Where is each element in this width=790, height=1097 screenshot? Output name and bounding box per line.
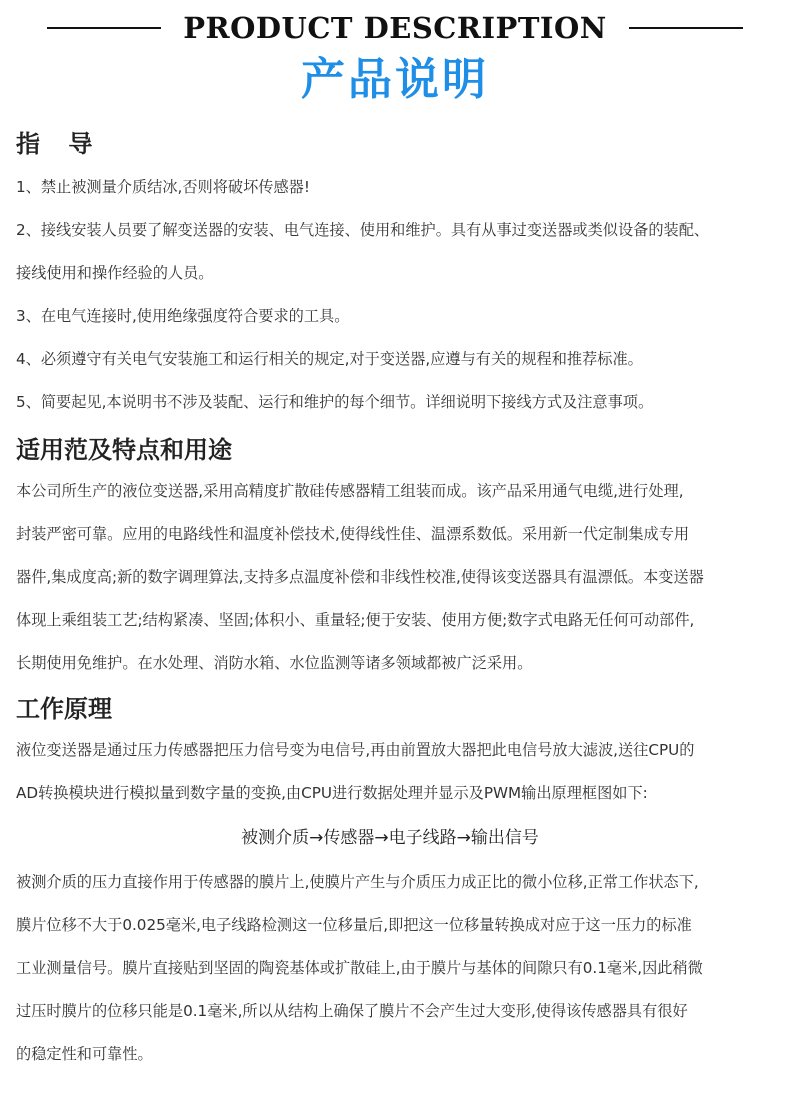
- scope-line: 器件,集成度高;新的数字调理算法,支持多点温度补偿和非线性校准,使得该变送器具有温漂低。本变送器: [16, 568, 704, 586]
- guide-title: 指 导: [16, 130, 103, 158]
- principle-detail-line: 膜片位移不大于0.025毫米,电子线路检测这一位移量后,即把这一位移量转换成对应于这一压力的标准: [16, 916, 692, 934]
- guide-item: 5、简要起见,本说明书不涉及装配、运行和维护的每个细节。详细说明下接线方式及注意事项。: [16, 393, 654, 411]
- guide-item: 4、必须遵守有关电气安装施工和运行相关的规定,对于变送器,应遵与有关的规程和推荐标准。: [16, 350, 643, 368]
- guide-item: 2、接线安装人员要了解变送器的安装、电气连接、使用和维护。具有从事过变送器或类似设备的装配、: [16, 221, 710, 239]
- guide-item: 1、禁止被测量介质结冰,否则将破坏传感器!: [16, 178, 310, 196]
- guide-item: 接线使用和操作经验的人员。: [16, 264, 214, 282]
- principle-section: [16, 689, 784, 1076]
- principle-intro-line: 液位变送器是通过压力传感器把压力信号变为电信号,再由前置放大器把此电信号放大滤波,送往CPU的: [16, 741, 695, 759]
- guide-section: [16, 124, 784, 424]
- signal-flow-diagram-text: 被测介质→传感器→电子线路→输出信号: [241, 828, 539, 848]
- english-title: PRODUCT DESCRIPTION: [183, 11, 607, 45]
- principle-detail-line: 被测介质的压力直接作用于传感器的膜片上,使膜片产生与介质压力成正比的微小位移,正常工作状态下,: [16, 873, 699, 891]
- english-title-row: [0, 8, 790, 48]
- principle-detail-line: 过压时膜片的位移只能是0.1毫米,所以从结构上确保了膜片不会产生过大变形,使得该传感器具有很好: [16, 1002, 688, 1020]
- left-decorative-line: [47, 27, 161, 29]
- document-body: [16, 124, 784, 1076]
- scope-line: 封装严密可靠。应用的电路线性和温度补偿技术,使得线性佳、温漂系数低。采用新一代定制集成专用: [16, 525, 690, 543]
- principle-intro-line: AD转换模块进行模拟量到数字量的变换,由CPU进行数据处理并显示及PWM输出原理框图如下:: [16, 784, 648, 802]
- principle-detail: [16, 861, 784, 1076]
- chinese-title: 产品说明: [301, 54, 489, 105]
- scope-paragraph: [16, 470, 784, 685]
- right-decorative-line: [629, 27, 743, 29]
- guide-item: 3、在电气连接时,使用绝缘强度符合要求的工具。: [16, 307, 350, 325]
- principle-intro: [16, 729, 784, 815]
- principle-detail-line: 的稳定性和可靠性。: [16, 1045, 153, 1063]
- scope-title: 适用范及特点和用途: [16, 436, 232, 464]
- scope-line: 长期使用免维护。在水处理、消防水箱、水位监测等诸多领域都被广泛采用。: [16, 654, 533, 672]
- scope-line: 本公司所生产的液位变送器,采用高精度扩散硅传感器精工组装而成。该产品采用通气电缆,进行处理,: [16, 482, 684, 500]
- page-header: [0, 0, 790, 112]
- scope-line: 体现上乘组装工艺;结构紧凑、坚固;体积小、重量轻;便于安装、使用方便;数字式电路无任何可动部件,: [16, 611, 695, 629]
- scope-section: [16, 430, 784, 685]
- principle-title: 工作原理: [16, 695, 112, 723]
- principle-detail-line: 工业测量信号。膜片直接贴到坚固的陶瓷基体或扩散硅上,由于膜片与基体的间隙只有0.1毫米,因此稍微: [16, 959, 703, 977]
